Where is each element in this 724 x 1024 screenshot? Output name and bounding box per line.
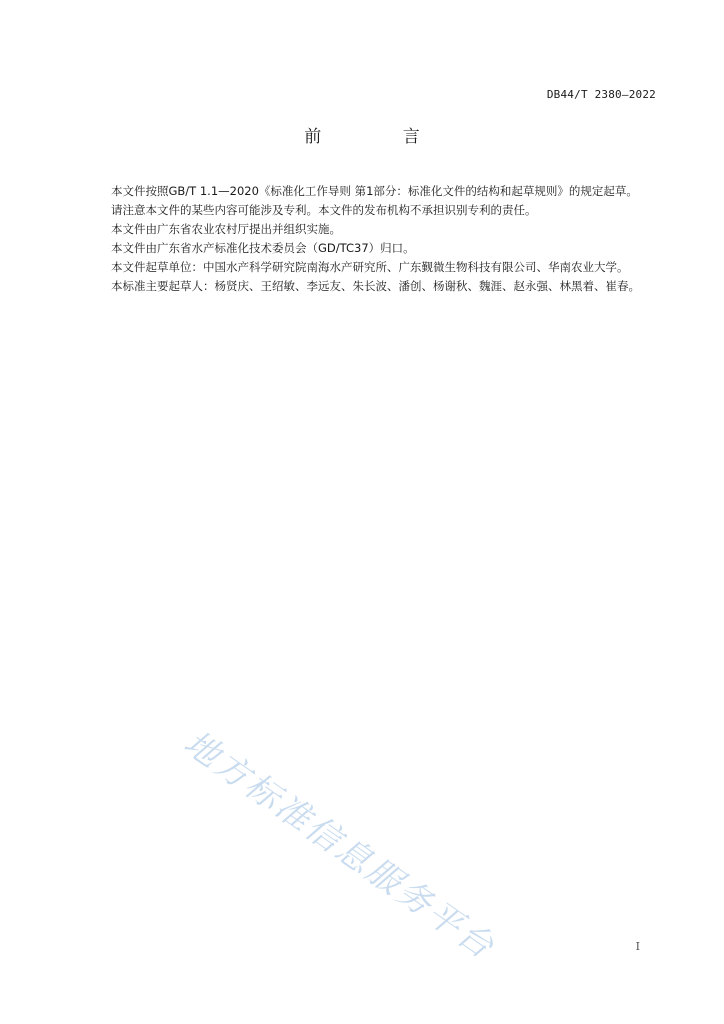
paragraph-patent-notice: 请注意本文件的某些内容可能涉及专利。本文件的发布机构不承担识别专利的责任。 [111,203,537,217]
paragraph-proposer: 本文件由广东省农业农村厅提出并组织实施。 [111,222,341,236]
page-title: 前 言 [304,127,458,147]
foreword-body [88,182,658,296]
paragraph-committee: 本文件由广东省水产标准化技术委员会（GD/TC37）归口。 [111,241,415,255]
paragraph-drafting-units: 本文件起草单位：中国水产科学研究院南海水产研究所、广东觐微生物科技有限公司、华南农业大学。 [111,260,629,274]
paragraph-drafters: 本标准主要起草人：杨贤庆、王绍敏、李远友、朱长波、潘创、杨谢秋、魏涯、赵永强、林黑着、崔春。 [111,279,640,293]
paragraph-drafting-rules: 本文件按照GB/T 1.1—2020《标准化工作导则 第1部分：标准化文件的结构和起草规则》的规定起草。 [111,184,638,198]
watermark: 地方标准信息服务平台 [176,722,503,968]
page-number: I [635,940,640,953]
document-code: DB44/T 2380—2022 [546,88,656,101]
